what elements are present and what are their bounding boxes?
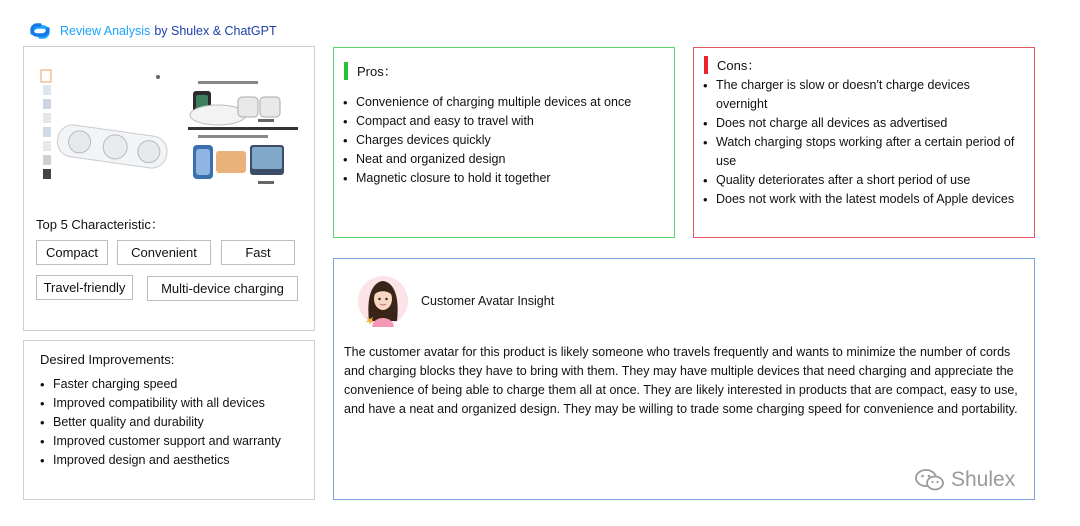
improvements-card xyxy=(23,340,315,500)
list-item: • Improved compatibility with all devices xyxy=(40,394,310,413)
avatar-icon xyxy=(357,273,409,329)
header-title-suffix: by Shulex & ChatGPT xyxy=(154,24,277,38)
list-item: • Improved customer support and warranty xyxy=(40,432,310,451)
tag-convenient: Convenient xyxy=(117,240,211,265)
list-item: • Convenience of charging multiple devices at once xyxy=(343,93,668,112)
avatar-insight-card xyxy=(333,258,1035,500)
pros-list xyxy=(343,93,668,188)
list-item: • Neat and organized design xyxy=(343,150,668,169)
list-item: • Quality deteriorates after a short period of use xyxy=(703,171,1023,190)
cons-list xyxy=(703,76,1023,209)
improvements-title: Desired Improvements: xyxy=(40,352,175,367)
cons-header xyxy=(704,55,760,74)
watermark xyxy=(915,468,1015,492)
avatar-insight-title: Customer Avatar Insight xyxy=(421,294,555,308)
list-item: • Faster charging speed xyxy=(40,375,310,394)
tag-compact: Compact xyxy=(36,240,108,265)
characteristics-title: Top 5 Characteristic： xyxy=(36,217,164,232)
cons-indicator xyxy=(704,56,708,74)
pros-indicator xyxy=(344,62,348,80)
list-item: • Compact and easy to travel with xyxy=(343,112,668,131)
cons-card xyxy=(693,47,1035,238)
list-item: • Watch charging stops working after a certain period of use xyxy=(703,133,1023,171)
pros-header xyxy=(344,61,397,80)
avatar-insight-text: The customer avatar for this product is likely someone who travels frequently and wants to minimize the number of cords and charging blocks they have to bring with them. They may have multiple devices that need charging and appreciate the convenience of being able to charge them all at once. They are likely interested in products that are compact, easy to use, and have a neat and organized design. They may be willing to trade some charging speed for convenience and portability. xyxy=(344,345,1018,416)
list-item: • Charges devices quickly xyxy=(343,131,668,150)
pros-title: Pros： xyxy=(357,64,397,79)
header-title-prefix: Review Analysis xyxy=(60,24,151,38)
list-item: • Better quality and durability xyxy=(40,413,310,432)
tag-multi-device-charging: Multi-device charging xyxy=(147,276,298,301)
list-item: • Does not charge all devices as advertised xyxy=(703,114,1023,133)
watermark-text: Shulex xyxy=(951,468,1016,491)
list-item: • The charger is slow or doesn't charge devices overnight xyxy=(703,76,1023,114)
cons-title: Cons： xyxy=(717,58,761,73)
wechat-icon xyxy=(915,468,945,492)
list-item: • Magnetic closure to hold it together xyxy=(343,169,668,188)
list-item: • Does not work with the latest models of Apple devices xyxy=(703,190,1023,209)
improvements-list xyxy=(40,375,310,470)
pros-card xyxy=(333,47,675,238)
header xyxy=(28,20,277,42)
tag-travel-friendly: Travel-friendly xyxy=(36,275,133,300)
product-card xyxy=(23,46,315,331)
product-image xyxy=(38,63,302,231)
tag-fast: Fast xyxy=(221,240,295,265)
shulex-logo-icon xyxy=(28,21,52,41)
list-item: • Improved design and aesthetics xyxy=(40,451,310,470)
